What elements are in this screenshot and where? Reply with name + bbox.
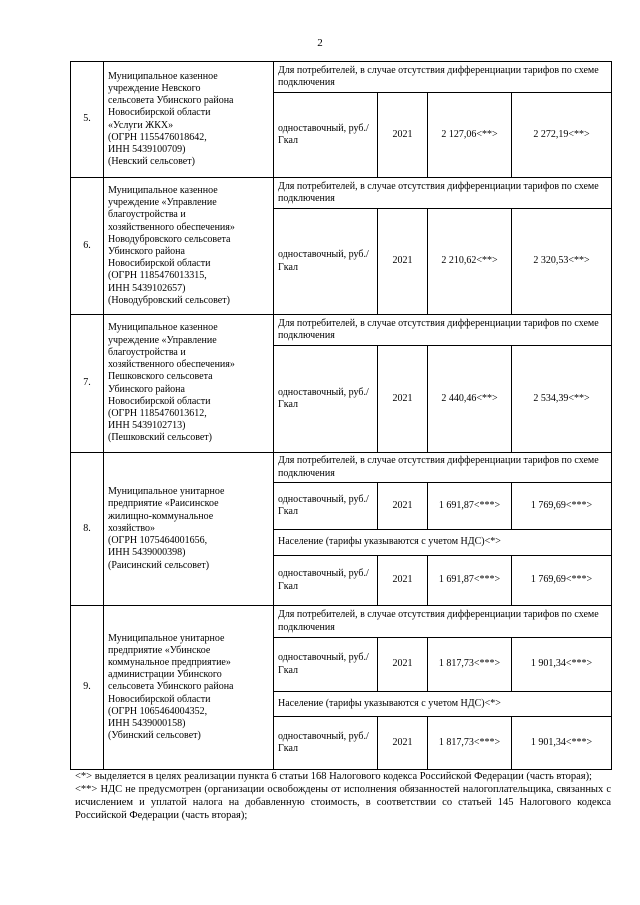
organization-line: Пешковского сельсовета bbox=[108, 371, 213, 383]
organization-line: (ОГРН 1155476018642, bbox=[108, 131, 207, 143]
tariff-year: 2021 bbox=[378, 717, 428, 770]
organization-line: ИНН 5439100709) bbox=[108, 143, 186, 155]
organization-line: благоустройства и bbox=[108, 346, 186, 358]
consumer-category: Для потребителей, в случае отсутствия дифференциации тарифов по схеме подключения bbox=[274, 453, 612, 483]
tariff-price-first-half: 1 691,87<***> bbox=[428, 556, 512, 606]
footnotes bbox=[75, 770, 611, 822]
tariff-type: одноставочный, руб./Гкал bbox=[274, 717, 378, 770]
tariff-price-first-half: 2 127,06<**> bbox=[428, 93, 512, 178]
tariff-price-first-half: 1 817,73<***> bbox=[428, 638, 512, 692]
organization-line: (Раисинский сельсовет) bbox=[108, 559, 210, 571]
organization-line: жилищно-коммунальное bbox=[108, 510, 214, 522]
consumer-category: Для потребителей, в случае отсутствия дифференциации тарифов по схеме подключения bbox=[274, 606, 612, 638]
organization-line: сельсовета Убинского района bbox=[108, 681, 234, 693]
organization-line: Муниципальное казенное bbox=[108, 184, 218, 196]
organization-line: Муниципальное унитарное bbox=[108, 486, 225, 498]
table-row bbox=[71, 62, 612, 93]
consumer-category: Население (тарифы указываются с учетом НДС)<*> bbox=[274, 692, 612, 717]
tariff-year: 2021 bbox=[378, 209, 428, 315]
organization-line: Новосибирской области bbox=[108, 107, 211, 119]
tariff-price-second-half: 1 769,69<***> bbox=[512, 483, 612, 530]
tariff-price-first-half: 1 817,73<***> bbox=[428, 717, 512, 770]
tariff-table bbox=[70, 61, 612, 770]
organization-line: «Услуги ЖКХ» bbox=[108, 119, 174, 131]
table-row bbox=[71, 606, 612, 638]
organization-line: хозяйство» bbox=[108, 522, 155, 534]
consumer-category: Для потребителей, в случае отсутствия дифференциации тарифов по схеме подключения bbox=[274, 62, 612, 93]
organization-cell bbox=[104, 606, 274, 770]
tariff-price-second-half: 1 901,34<***> bbox=[512, 717, 612, 770]
organization-line: Новосибирской области bbox=[108, 693, 211, 705]
tariff-year: 2021 bbox=[378, 483, 428, 530]
tariff-price-second-half: 2 534,39<**> bbox=[512, 346, 612, 453]
organization-line: Убинского района bbox=[108, 383, 185, 395]
organization-line: (ОГРН 1075464001656, bbox=[108, 535, 208, 547]
row-number: 6. bbox=[71, 178, 104, 315]
organization-line: предприятие «Раисинское bbox=[108, 498, 219, 510]
organization-line: Новодубровского сельсовета bbox=[108, 233, 231, 245]
organization-cell bbox=[104, 453, 274, 606]
organization-line: администрации Убинского bbox=[108, 669, 222, 681]
organization-line: Новосибирской области bbox=[108, 395, 211, 407]
organization-line: учреждение «Управление bbox=[108, 197, 217, 209]
consumer-category: Для потребителей, в случае отсутствия дифференциации тарифов по схеме подключения bbox=[274, 178, 612, 209]
organization-line: Убинского района bbox=[108, 246, 185, 257]
organization-line: хозяйственного обеспечения» bbox=[108, 359, 235, 371]
tariff-price-first-half: 1 691,87<***> bbox=[428, 483, 512, 530]
organization-line: Новосибирской области bbox=[108, 258, 211, 270]
tariff-type: одноставочный, руб./Гкал bbox=[274, 346, 378, 453]
organization-line: Муниципальное казенное bbox=[108, 322, 218, 334]
organization-cell bbox=[104, 315, 274, 453]
tariff-type: одноставочный, руб./Гкал bbox=[274, 93, 378, 178]
tariff-year: 2021 bbox=[378, 638, 428, 692]
organization-line: коммунальное предприятие» bbox=[108, 656, 231, 668]
tariff-year: 2021 bbox=[378, 93, 428, 178]
organization-cell bbox=[104, 62, 274, 178]
tariff-price-second-half: 1 901,34<***> bbox=[512, 638, 612, 692]
footnote-vat-exempt: <**> НДС не предусмотрен (организации освобождены от исполнения обязанностей налогоплательщика, связанных с исчислением и уплатой налога на добавленную стоимость, в соответствии со статьей 145 Налогового кодекса Российской Федерации (часть вторая); bbox=[75, 784, 611, 821]
row-number: 8. bbox=[71, 453, 104, 606]
consumer-category: Для потребителей, в случае отсутствия дифференциации тарифов по схеме подключения bbox=[274, 315, 612, 346]
organization-line: (ОГРН 1185476013315, bbox=[108, 270, 207, 282]
organization-line: (Новодубровский сельсовет) bbox=[108, 294, 230, 306]
organization-line: ИНН 5439102713) bbox=[108, 420, 186, 432]
organization-line: (ОГРН 1065464004352, bbox=[108, 705, 208, 717]
tariff-price-second-half: 2 272,19<**> bbox=[512, 93, 612, 178]
organization-cell bbox=[104, 178, 274, 315]
tariff-type: одноставочный, руб./Гкал bbox=[274, 556, 378, 606]
organization-line: Муниципальное унитарное bbox=[108, 632, 225, 644]
tariff-type: одноставочный, руб./Гкал bbox=[274, 209, 378, 315]
tariff-price-first-half: 2 440,46<**> bbox=[428, 346, 512, 453]
organization-line: учреждение «Управление bbox=[108, 334, 217, 346]
row-number: 9. bbox=[71, 606, 104, 770]
tariff-type: одноставочный, руб./Гкал bbox=[274, 638, 378, 692]
tariff-price-second-half: 1 769,69<***> bbox=[512, 556, 612, 606]
organization-line: (ОГРН 1185476013612, bbox=[108, 407, 207, 419]
organization-line: предприятие «Убинское bbox=[108, 644, 211, 656]
footnote-vat-allocation: <*> выделяется в целях реализации пункта 6 статьи 168 Налогового кодекса Российской Федерации (часть вторая); bbox=[75, 771, 592, 782]
organization-line: (Пешковский сельсовет) bbox=[108, 432, 212, 444]
organization-line: (Убинский сельсовет) bbox=[108, 730, 201, 742]
consumer-category: Население (тарифы указываются с учетом НДС)<*> bbox=[274, 530, 612, 556]
tariff-year: 2021 bbox=[378, 556, 428, 606]
table-row bbox=[71, 178, 612, 209]
tariff-price-second-half: 2 320,53<**> bbox=[512, 209, 612, 315]
tariff-type: одноставочный, руб./Гкал bbox=[274, 483, 378, 530]
row-number: 7. bbox=[71, 315, 104, 453]
organization-line: хозяйственного обеспечения» bbox=[108, 221, 235, 233]
tariff-table-body bbox=[71, 62, 612, 770]
organization-line: ИНН 5439000398) bbox=[108, 547, 186, 559]
organization-line: Муниципальное казенное bbox=[108, 70, 218, 82]
tariff-price-first-half: 2 210,62<**> bbox=[428, 209, 512, 315]
organization-line: благоустройства и bbox=[108, 209, 186, 221]
organization-line: (Невский сельсовет) bbox=[108, 156, 195, 168]
organization-line: учреждение Невского bbox=[108, 82, 201, 94]
organization-line: сельсовета Убинского района bbox=[108, 95, 234, 107]
table-row bbox=[71, 315, 612, 346]
page-number: 2 bbox=[317, 37, 323, 49]
organization-line: ИНН 5439102657) bbox=[108, 282, 186, 294]
table-row bbox=[71, 453, 612, 483]
organization-line: ИНН 5439000158) bbox=[108, 718, 186, 729]
row-number: 5. bbox=[71, 62, 104, 178]
tariff-year: 2021 bbox=[378, 346, 428, 453]
